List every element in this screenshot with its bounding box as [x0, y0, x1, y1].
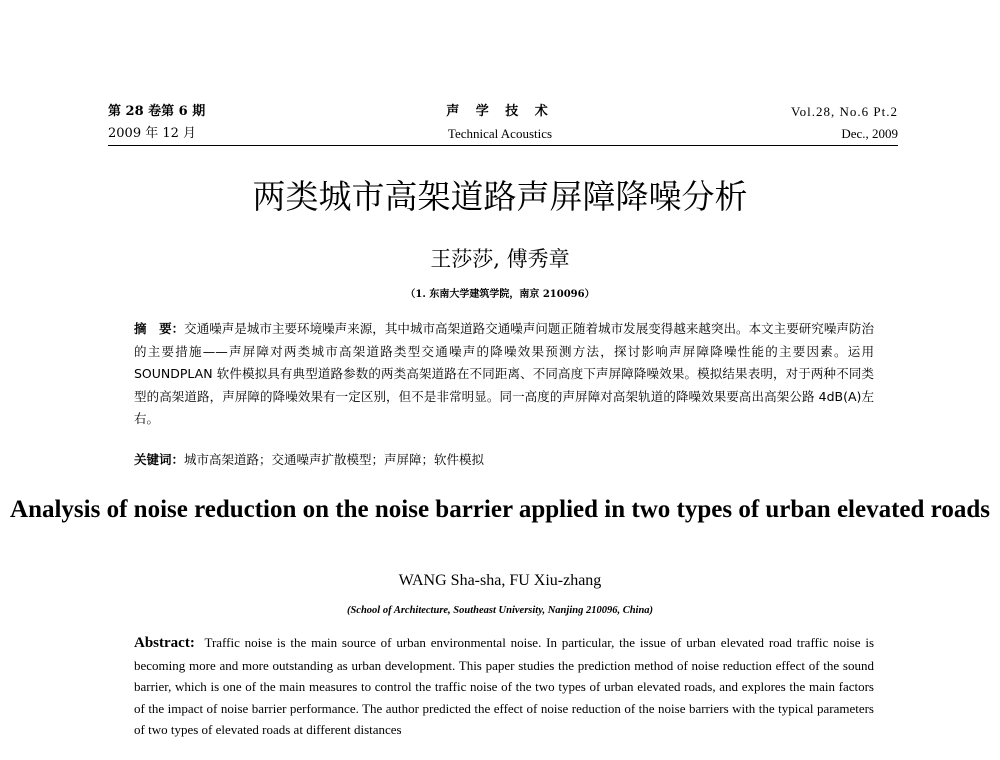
abstract-text-en: Traffic noise is the main source of urban environmental noise. In particular, the issue of urban elevated road traffic noise is becoming more and more outstanding as urban development. This paper studies the prediction method of noise reduction effect of the sound barrier, which is one of the main measures to control the traffic noise of the two types of urban elevated roads, and explores the main factors of the impact of noise barrier performance. The author predicted the effect of noise reduction of the noise barriers with the typical parameters of two types of elevated roads at different distances	[134, 635, 875, 738]
abstract-en	[134, 632, 874, 741]
authors-cn: 王莎莎, 傅秀章	[430, 247, 570, 271]
journal-date-cn: 2009 年 12 月	[108, 126, 197, 141]
keywords-text-cn: 城市高架道路；交通噪声扩散模型；声屏障；软件模拟	[184, 452, 485, 467]
affiliation-cn: （1. 东南大学建筑学院，南京 210096）	[405, 289, 595, 300]
journal-name-cn: 声 学 技 术	[446, 104, 554, 119]
abstract-label-cn: 摘 要：	[134, 321, 185, 336]
authors-en: WANG Sha-sha, FU Xiu-zhang	[398, 572, 602, 589]
abstract-text-cn: 交通噪声是城市主要环境噪声来源，其中城市高架道路交通噪声问题正随着城市发展变得越来越突出。本文主要研究噪声防治的主要措施——声屏障对两类城市高架道路类型交通噪声的降噪效果预测方法，探讨影响声屏障降噪性能的主要因素。运用 SOUNDPLAN 软件模拟具有典型道路参数的两类高架道路在不同距离、不同高度下声屏障降噪效果。模拟结果表明，对于两种不同类型的高架道路，声屏障的降噪效果有一定区别，但不是非常明显。同一高度的声屏障对高架轨道的降噪效果要高出高架公路 4dB(A)左右。	[134, 321, 874, 427]
abstract-label-en: Abstract:	[134, 635, 195, 651]
journal-name-en: Technical Acoustics	[447, 126, 553, 141]
abstract-cn	[134, 318, 874, 431]
keywords-cn	[134, 449, 874, 471]
keywords-label-cn: 关键词：	[134, 452, 185, 467]
paper-title-cn: 两类城市高架道路声屏障降噪分析	[252, 177, 748, 216]
journal-volume-en: Vol.28, No.6 Pt.2	[790, 104, 898, 119]
journal-date-en: Dec., 2009	[841, 126, 898, 141]
journal-volume-issue: 第 28 卷第 6 期	[108, 104, 206, 119]
header-rule	[108, 145, 898, 146]
paper-title-en: Analysis of noise reduction on the noise barrier applied in two types of urban elevated roads	[10, 496, 990, 523]
affiliation-en: (School of Architecture, Southeast University, Nanjing 210096, China)	[346, 605, 654, 616]
